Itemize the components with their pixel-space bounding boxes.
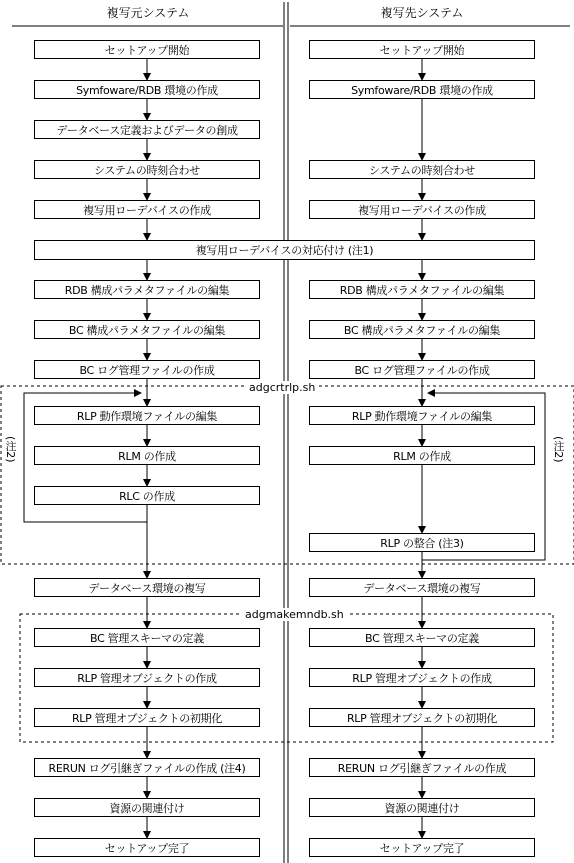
left-step-rlp-init: RLP 管理オブジェクトの初期化: [34, 708, 260, 727]
left-step-bc-param: BC 構成パラメタファイルの編集: [34, 320, 260, 339]
right-step-raw-device: 複写用ローデバイスの作成: [309, 200, 535, 219]
right-step-bc-param: BC 構成パラメタファイルの編集: [309, 320, 535, 339]
right-step-setup-done: セットアップ完了: [309, 838, 535, 857]
adgcrtrlp-label: adgcrtrlp.sh: [246, 381, 318, 394]
right-step-rlm: RLM の作成: [309, 446, 535, 465]
left-step-resource: 資源の関連付け: [34, 798, 260, 817]
right-step-bc-log: BC ログ管理ファイルの作成: [309, 360, 535, 379]
shared-step-raw-device-map: 複写用ローデバイスの対応付け (注1): [34, 240, 535, 260]
left-step-rdb-param: RDB 構成パラメタファイルの編集: [34, 280, 260, 299]
adgmakemndb-label: adgmakemndb.sh: [242, 608, 347, 621]
left-step-rlc: RLC の作成: [34, 486, 260, 505]
right-step-resource: 資源の関連付け: [309, 798, 535, 817]
left-loop-note: (注2): [4, 436, 17, 463]
right-step-db-copy: データベース環境の複写: [309, 578, 535, 597]
left-step-setup-done: セットアップ完了: [34, 838, 260, 857]
right-step-symfoware: Symfoware/RDB 環境の作成: [309, 80, 535, 99]
left-step-rerun: RERUN ログ引継ぎファイルの作成 (注4): [34, 758, 260, 777]
left-step-db-create: データベース定義およびデータの創成: [34, 120, 260, 139]
left-step-bc-log: BC ログ管理ファイルの作成: [34, 360, 260, 379]
right-step-rlp-obj: RLP 管理オブジェクトの作成: [309, 668, 535, 687]
right-loop-note: (注2): [552, 436, 565, 463]
left-step-bc-schema: BC 管理スキーマの定義: [34, 628, 260, 647]
left-step-rlp-obj: RLP 管理オブジェクトの作成: [34, 668, 260, 687]
left-step-symfoware: Symfoware/RDB 環境の作成: [34, 80, 260, 99]
right-step-rerun: RERUN ログ引継ぎファイルの作成: [309, 758, 535, 777]
left-step-raw-device: 複写用ローデバイスの作成: [34, 200, 260, 219]
left-step-rlp-env: RLP 動作環境ファイルの編集: [34, 406, 260, 425]
right-step-bc-schema: BC 管理スキーマの定義: [309, 628, 535, 647]
target-system-header: 複写先システム: [380, 6, 464, 20]
source-system-header: 複写元システム: [106, 6, 190, 20]
right-step-rlp-init: RLP 管理オブジェクトの初期化: [309, 708, 535, 727]
left-step-time-sync: システムの時刻合わせ: [34, 160, 260, 179]
right-step-rlp-match: RLP の整合 (注3): [309, 533, 535, 552]
left-step-rlm: RLM の作成: [34, 446, 260, 465]
right-step-time-sync: システムの時刻合わせ: [309, 160, 535, 179]
right-step-rlp-env: RLP 動作環境ファイルの編集: [309, 406, 535, 425]
right-step-rdb-param: RDB 構成パラメタファイルの編集: [309, 280, 535, 299]
left-step-setup-start: セットアップ開始: [34, 40, 260, 59]
right-step-setup-start: セットアップ開始: [309, 40, 535, 59]
left-step-db-copy: データベース環境の複写: [34, 578, 260, 597]
